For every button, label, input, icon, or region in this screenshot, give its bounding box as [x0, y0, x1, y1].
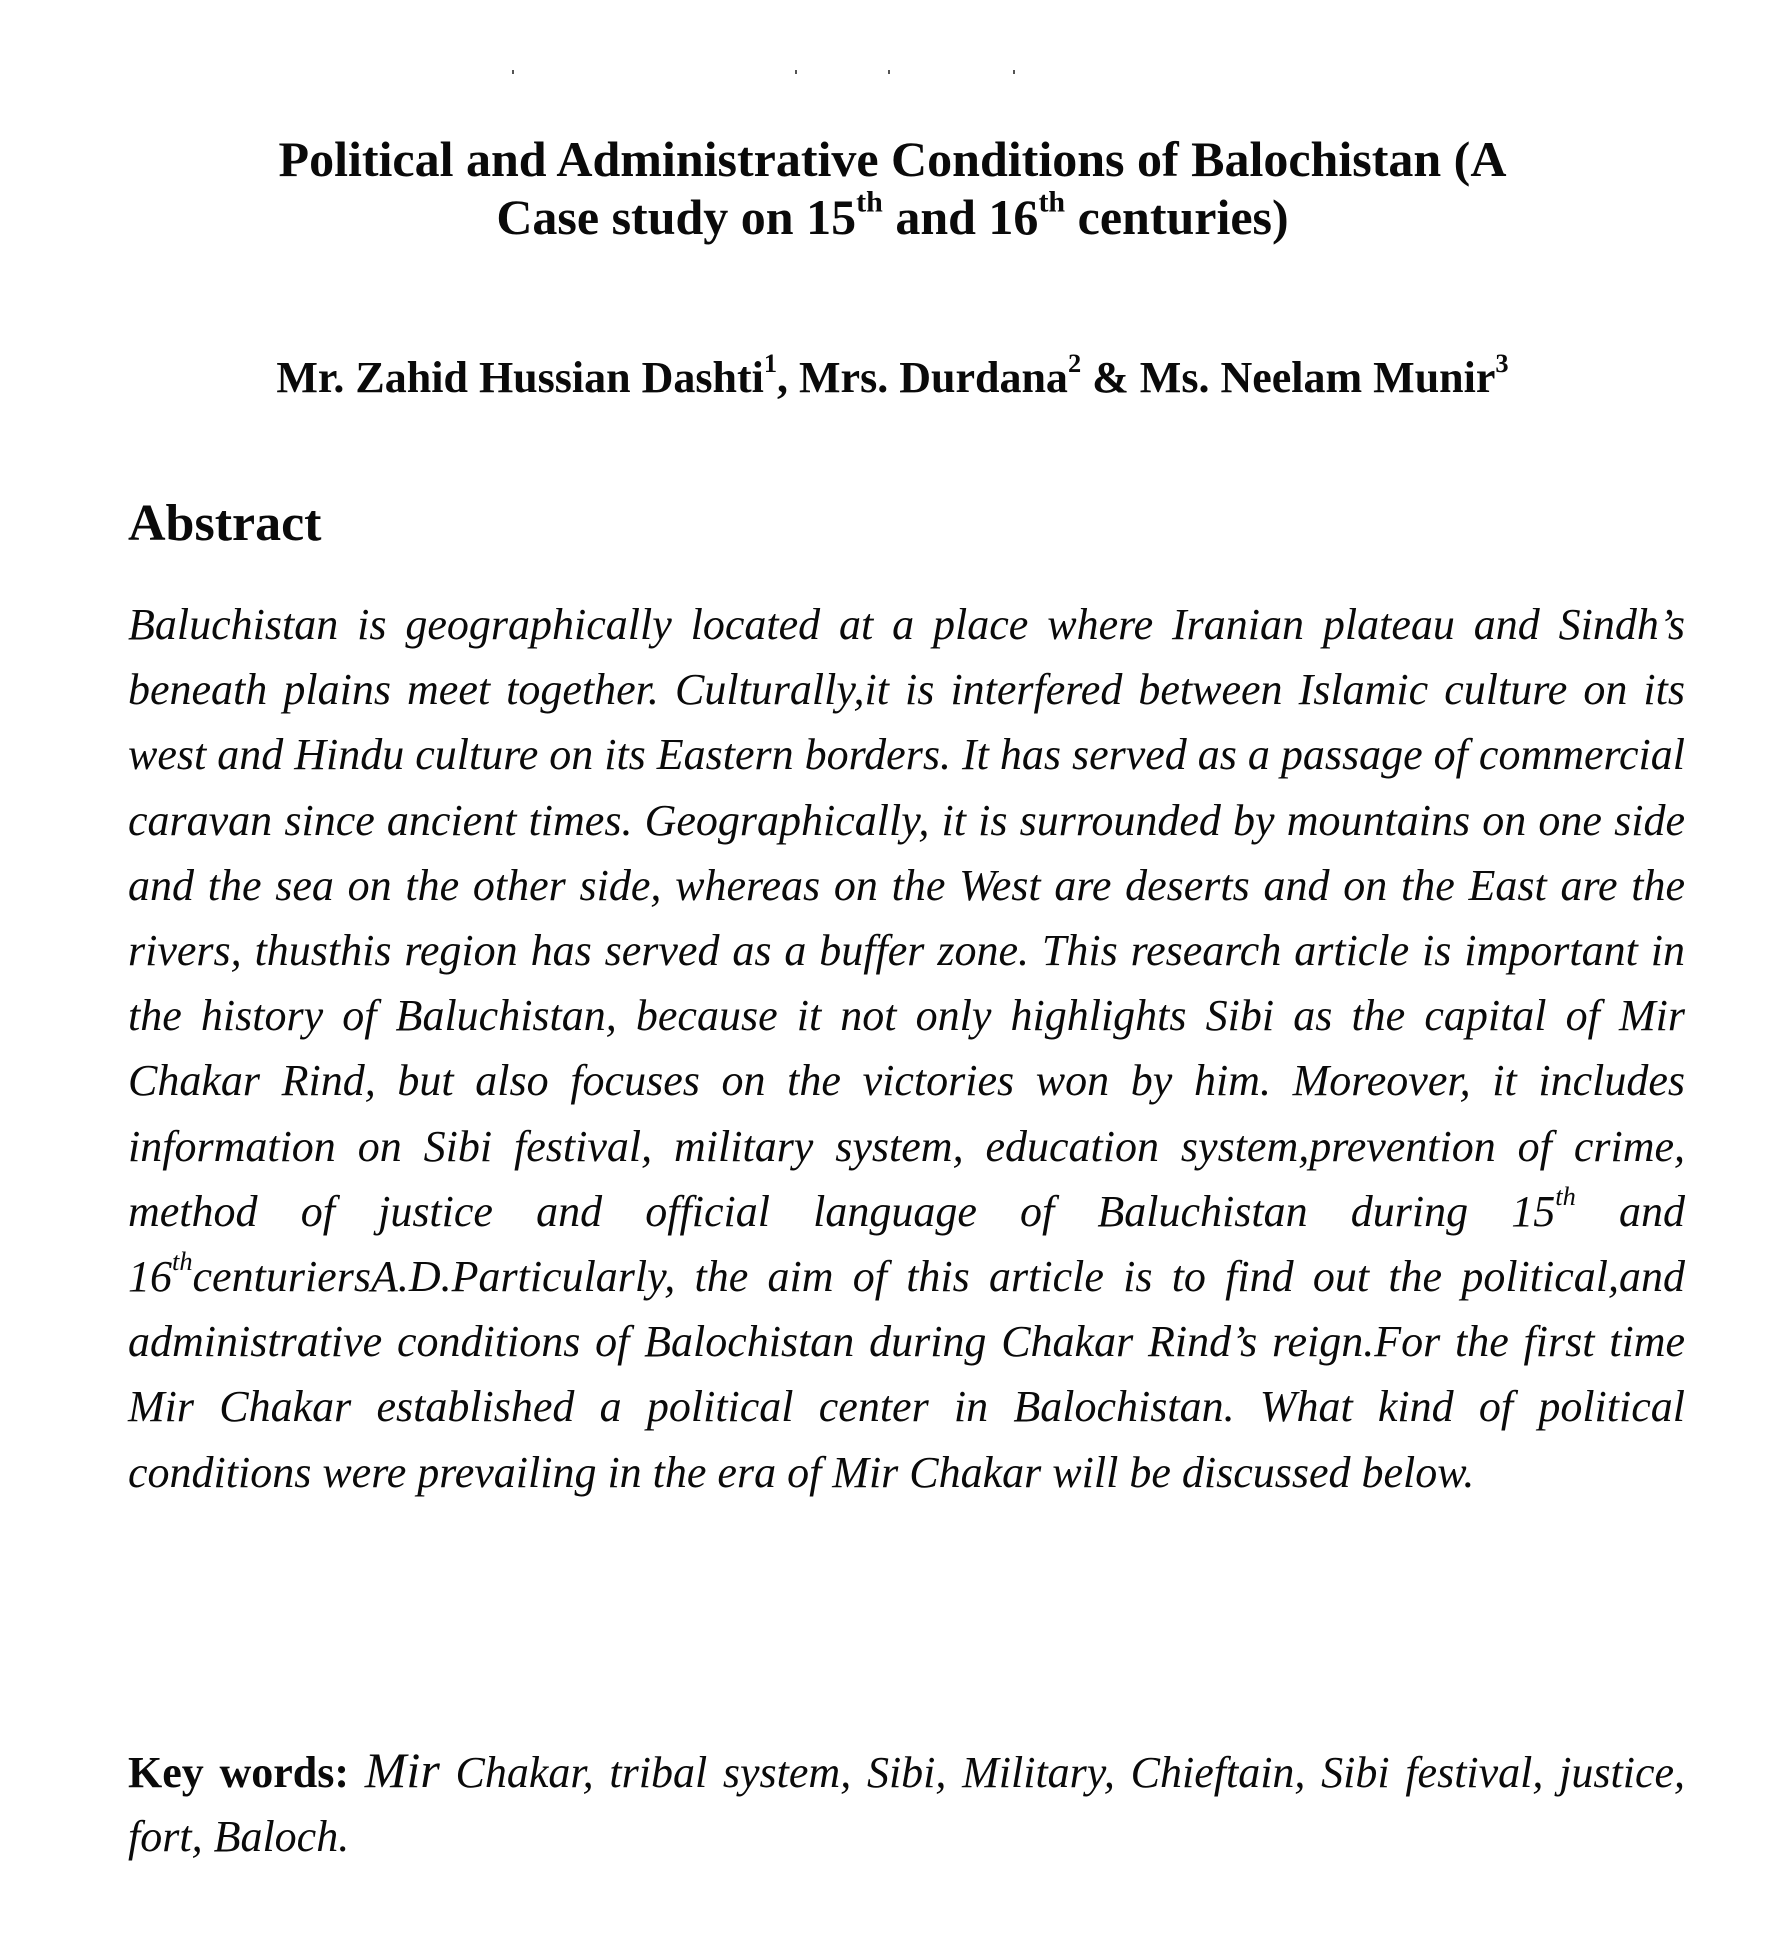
- ordinal-suffix: th: [172, 1245, 193, 1276]
- scan-artifacts: [0, 70, 1785, 80]
- ordinal-suffix: th: [856, 185, 883, 219]
- abstract-body: Baluchistan is geographically located at a place where Iranian plateau and Sindh’s beneath plains meet together. Culturally,it is interfered between Islamic culture on its west and Hindu culture on its Eastern borders. It has served as a passage of commercial caravan since ancient times. Geographically, it is surrounded by mountains on one side and the sea on the other side, whereas on the West are deserts and on the East are the rivers, thusthis region has served as a buffer zone. This research article is important in the history of Baluchistan, because it not only highlights Sibi as the capital of Mir Chakar Rind, but also focuses on the victories won by him. Moreover, it includes information on Sibi festival, military system, education system,prevention of crime, method of justice and official language of Baluchistan during 15th and 16thcenturiersA.D.Particularly, the aim of this article is to find out the political,and administrative conditions of Balochistan during Chakar Rind’s reign.For the first time Mir Chakar established a political center in Balochistan. What kind of political conditions were prevailing in the era of Mir Chakar will be discussed below.: [128, 600, 1685, 1497]
- ordinal-suffix: th: [1038, 185, 1066, 219]
- affiliation-mark: 3: [1495, 348, 1509, 379]
- ordinal-suffix: th: [1555, 1180, 1576, 1211]
- title-line-1: Political and Administrative Conditions of Balochistan (A: [278, 131, 1507, 187]
- keywords: [128, 1738, 1685, 1869]
- keywords-list: Mir Chakar, tribal system, Sibi, Military, Chieftain, Sibi festival, justice, fort, Baloch.: [128, 1742, 1685, 1861]
- abstract-heading: Abstract: [128, 495, 322, 552]
- affiliation-mark: 1: [763, 348, 778, 379]
- scan-mark: [1013, 70, 1015, 74]
- keywords-label: Key words:: [128, 1748, 350, 1797]
- title-line-2: Case study on 15th and 16th centuries): [496, 185, 1289, 245]
- affiliation-mark: 2: [1067, 348, 1082, 379]
- scan-mark: [795, 70, 797, 74]
- scan-mark: [888, 70, 890, 74]
- author-name: Ms. Neelam Munir: [1139, 353, 1496, 402]
- author-list: Mr. Zahid Hussian Dashti$^1$, Mrs. Durdana$^2$ & Ms. Neelam Munir$^3$: [276, 348, 1509, 402]
- author-name: Mr. Zahid Hussian Dashti: [276, 353, 764, 402]
- paper-title: [0, 130, 1785, 246]
- author-name: Mrs. Durdana: [799, 353, 1068, 402]
- scan-mark: [512, 70, 514, 74]
